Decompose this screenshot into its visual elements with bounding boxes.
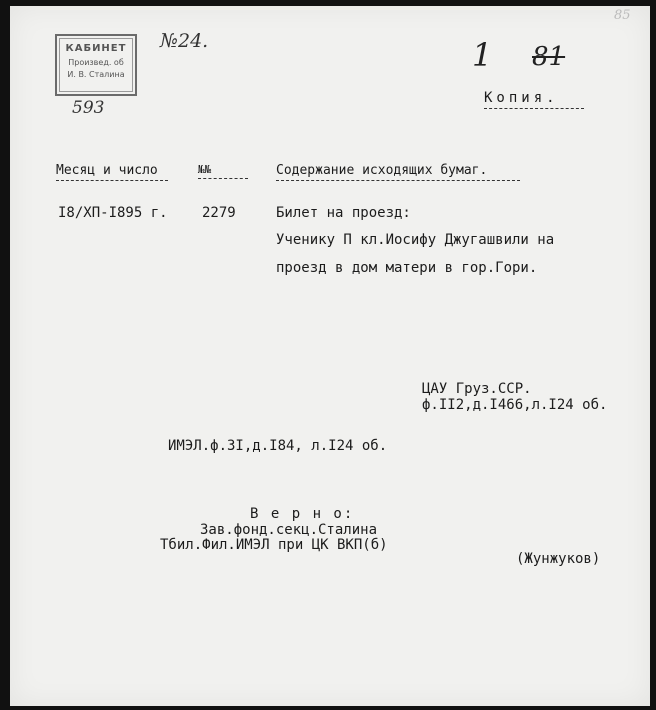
handwritten-doc-number: №24.: [160, 30, 209, 52]
imel-reference: ИМЭЛ.ф.3I,д.I84, л.I24 об.: [168, 438, 388, 454]
certification-verno: В е р н о:: [250, 506, 355, 522]
certification-branch: Тбил.Фил.ИМЭЛ при ЦК ВКП(б): [160, 537, 388, 553]
certification-department: Зав.фонд.секц.Сталина: [200, 522, 378, 538]
column-header-content: Содержание исходящих бумаг.: [276, 163, 520, 181]
handwritten-archive-number: 593: [72, 98, 105, 118]
document-page: [10, 6, 650, 706]
row-content-line-3: проезд в дом матери в гор.Гори.: [276, 260, 538, 276]
row-date: I8/XП-I895 г.: [58, 205, 168, 221]
source-ref-line-1: ЦАУ Груз.ССР.: [422, 381, 532, 397]
column-header-date: Месяц и число: [56, 163, 168, 181]
signatory-name: (Жунжуков): [516, 551, 601, 567]
source-ref-line-2: ф.II2,д.I466,л.I24 об.: [422, 397, 608, 413]
stamp-line-1: КАБИНЕТ: [65, 43, 127, 54]
handwritten-page-current: 1: [472, 36, 493, 74]
handwritten-page-crossed: 81: [532, 42, 566, 72]
row-content-line-1: Билет на проезд:: [276, 205, 411, 221]
archive-stamp: [55, 34, 137, 96]
stamp-line-3: И. В. Сталина: [67, 70, 125, 79]
row-content-line-2: Ученику П кл.Иосифу Джугашвили на: [276, 232, 555, 248]
column-header-number: №№: [198, 163, 248, 179]
handwritten-corner-number: 85: [614, 8, 631, 23]
copy-label: Копия.: [484, 90, 584, 109]
stamp-line-2: Произвед. об: [68, 58, 124, 67]
row-number: 2279: [202, 205, 236, 221]
